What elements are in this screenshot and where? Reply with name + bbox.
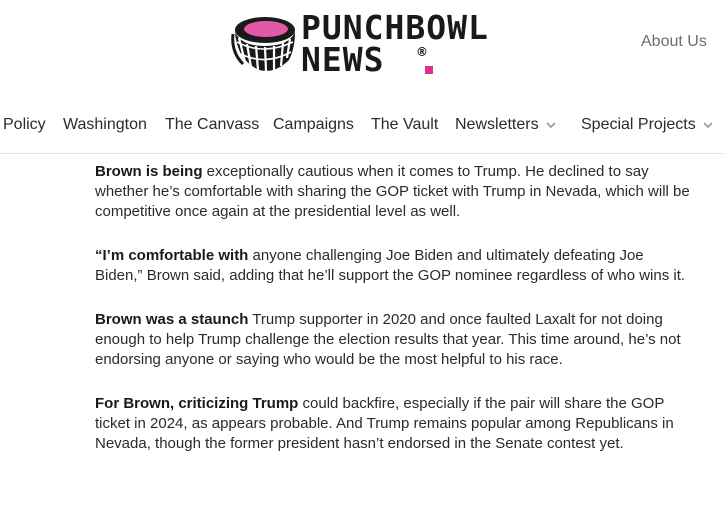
nav-item-label: Policy: [3, 116, 46, 133]
nav-item-policy[interactable]: [3, 116, 46, 134]
nav-item-label: Washington: [63, 116, 147, 133]
paragraph-lead: Brown is being: [95, 163, 203, 180]
nav-item-campaigns[interactable]: [273, 116, 354, 134]
paragraph-text: could backfire, especially if the pair will share the GOP ticket in 2024, as appears probable. And Trump remains popular among Republicans in Nevada, though the former president hasn’t endorsed in the Senate contest yet.: [95, 395, 674, 452]
nav-item-special-projects[interactable]: [581, 116, 714, 134]
chevron-down-icon: [702, 119, 714, 131]
nav-item-label: The Vault: [371, 116, 439, 133]
nav-item-washington[interactable]: [63, 116, 147, 134]
article-paragraph: [95, 394, 695, 454]
punchbowl-news-logo[interactable]: [229, 8, 569, 79]
site-header: [0, 0, 724, 100]
paragraph-text: exceptionally cautious when it comes to Trump. He declined to say whether he’s comfortable with sharing the GOP ticket with Trump in Nevada, which will be competitive once again at the presidential level as well.: [95, 163, 690, 220]
nav-item-the-canvass[interactable]: [165, 116, 259, 134]
punch-bowl-icon: [229, 12, 297, 74]
logo-wordmark-line2: NEWS: [301, 40, 385, 79]
paragraph-lead: For Brown, criticizing Trump: [95, 395, 299, 412]
logo-accent-dot: [425, 66, 433, 74]
nav-item-the-vault[interactable]: [371, 116, 438, 134]
article-paragraph: [95, 246, 695, 286]
logo-registered-mark: ®: [416, 45, 428, 59]
about-us-link[interactable]: About Us: [641, 33, 707, 50]
article-body: [95, 162, 695, 478]
nav-item-newsletters[interactable]: [455, 116, 557, 134]
nav-item-label: The Canvass: [165, 116, 260, 133]
nav-divider: [0, 153, 724, 154]
paragraph-text: Trump supporter in 2020 and once faulted Laxalt for not doing enough to help Trump challenge the election results that year. This time around, he’s not endorsing anyone or saying who would be the most helpful to his race.: [95, 311, 681, 368]
paragraph-lead: “I’m comfortable with: [95, 247, 249, 264]
logo-wordmark-line1: PUNCHBOWL: [301, 8, 489, 47]
nav-item-label: Campaigns: [273, 116, 354, 133]
main-nav: [0, 109, 724, 143]
article-paragraph: [95, 310, 695, 370]
paragraph-lead: Brown was a staunch: [95, 311, 249, 328]
chevron-down-icon: [545, 119, 557, 131]
nav-item-label: Newsletters: [455, 116, 539, 133]
nav-item-label: Special Projects: [581, 116, 696, 133]
paragraph-text: anyone challenging Joe Biden and ultimately defeating Joe Biden,” Brown said, adding that he’ll support the GOP nominee regardless of who wins it.: [95, 247, 686, 284]
article-paragraph: [95, 162, 695, 222]
